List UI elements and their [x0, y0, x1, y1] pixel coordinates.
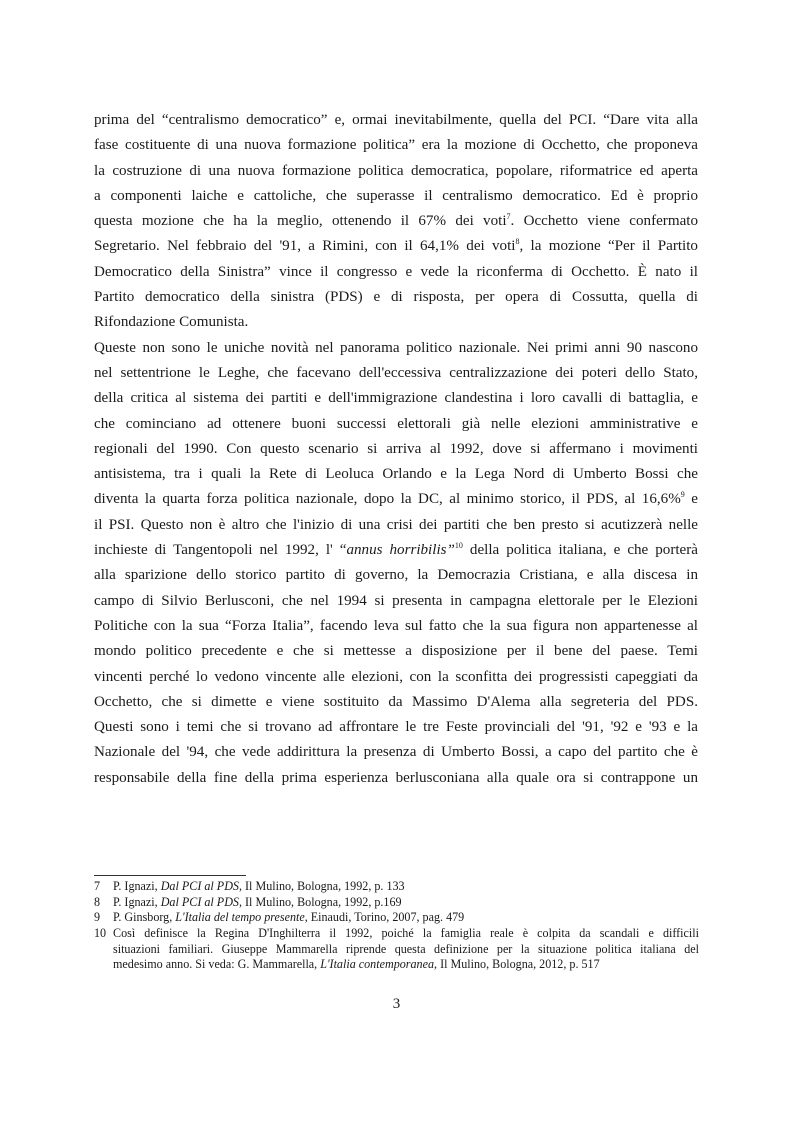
footnote-number: 9 [94, 910, 101, 925]
text-line: Nazionale del '94, che vede addirittura la presenza di Umberto Bossi, a capo del partito che è [94, 744, 698, 761]
text-line: vincenti perché lo vedono vincente alle elezioni, con la sconfitta dei progressisti capeggiati da [94, 668, 698, 685]
text-line: la costruzione di una nuova formazione politica democratica, popolare, riformatrice ed aperta [94, 162, 698, 179]
text-line: responsabile della fine della prima esperienza berlusconiana alla quale ora si contrappone un [94, 769, 698, 786]
footnote: 7 P. Ignazi, Dal PCI al PDS, Il Mulino, Bologna, 1992, p. 133 [94, 879, 405, 893]
text-line: mondo politico precedente e che si mettesse a disposizione per il bene del paese. Temi [94, 643, 698, 660]
text-line: nel settentrione le Leghe, che facevano dell'eccessiva centralizzazione dei poteri dello Stato, [94, 364, 698, 381]
page-number: 3 [392, 996, 401, 1012]
text-line: Rifondazione Comunista. [94, 314, 249, 331]
text-line: a componenti laiche e cattoliche, che superasse il centralismo democratico. Ed è proprio [94, 187, 698, 204]
text-line: Partito democratico della sinistra (PDS) e di risposta, per opera di Cossutta, quella di [94, 289, 698, 306]
footnote-ref: 10 [454, 541, 463, 551]
text-line: questa mozione che ha la meglio, ottenendo il 67% dei voti$^7$. Occhetto viene confermato [94, 212, 699, 230]
text-line: diventa la quarta forza politica nazionale, dopo la DC, al minimo storico, il PDS, al 16,6%$^9$ e [94, 490, 698, 508]
footnote: 10 Così definisce la Regina D'Inghilterra il 1992, poiché la famiglia reale è colpita da scandali e difficili situazioni familiari. Giuseppe Mammarella riprende questa definizione per la situazione politica italiana del medesimo anno. Si veda: G. Mammarella, L'Italia contemporanea, Il Mulino, Bologna, 2012, p. 517 [94, 926, 699, 972]
text-line: Questi sono i temi che si trovano ad affrontare le tre Feste provinciali del '91, '92 e '93 e la [94, 719, 698, 736]
footnote-ref: 7 [506, 212, 511, 222]
text-line: che cominciano ad ottenere buoni successi elettorali già nelle elezioni amministrative e [94, 415, 698, 432]
footnote: 9 P. Ginsborg, L'Italia del tempo presente, Einaudi, Torino, 2007, pag. 479 [94, 910, 465, 925]
text-line: Occhetto, che si dimette e viene sostituito da Massimo D'Alema alla segreteria del PDS. [94, 693, 698, 710]
text-line: prima del “centralismo democratico” e, ormai inevitabilmente, quella del PCI. “Dare vita alla [94, 112, 698, 128]
text-line: Politiche con la sua “Forza Italia”, facendo leva sul fatto che la sua figura non appartenesse al [94, 617, 698, 634]
text-line: Queste non sono le uniche novità nel panorama politico nazionale. Nei primi anni 90 nascono [94, 339, 698, 356]
main-text [94, 108, 698, 791]
text-line: Segretario. Nel febbraio del '91, a Rimini, con il 64,1% dei voti$^8$, la mozione “Per il Partito [94, 237, 698, 255]
text-line: della critica al sistema dei partiti e dell'immigrazione clandestina i loro cavalli di battaglia, e [94, 390, 698, 407]
footnote-ref: 8 [515, 237, 520, 247]
text-line: il PSI. Questo non è altro che l'inizio di una crisi dei partiti che ben presto si acutizzerà nelle [94, 516, 698, 533]
footnote-number: 10 [94, 926, 107, 941]
footnote-number: 8 [94, 894, 101, 909]
text-line: alla sparizione dello storico partito di governo, la Democrazia Cristiana, e alla discesa in [94, 567, 698, 584]
footnote-ref: 9 [680, 490, 685, 500]
footnote-number: 7 [94, 879, 101, 893]
footnote: 8 P. Ignazi, Dal PCI al PDS, Il Mulino, Bologna, 1992, p.169 [94, 894, 402, 909]
text-line: Democratico della Sinistra” vince il congresso e vede la riconferma di Occhetto. È nato il [94, 263, 698, 280]
footnotes [94, 879, 699, 973]
text-line: regionali del 1990. Con questo scenario si arriva al 1992, dove si affermano i movimenti [94, 440, 698, 457]
text-line: antisistema, tra i quali la Rete di Leoluca Orlando e la Lega Nord di Umberto Bossi che [94, 466, 698, 483]
text-line: campo di Silvio Berlusconi, che nel 1994 si presenta in campagna elettorale per le Elezioni [94, 592, 698, 609]
footnote-separator [94, 875, 246, 876]
text-line: inchieste di Tangentopoli nel 1992, l' “annus horribilis”$^{10}$ della politica italiana, e che porterà [94, 541, 698, 559]
text-line: fase costituente di una nuova formazione politica” era la mozione di Occhetto, che proponeva [94, 137, 698, 154]
